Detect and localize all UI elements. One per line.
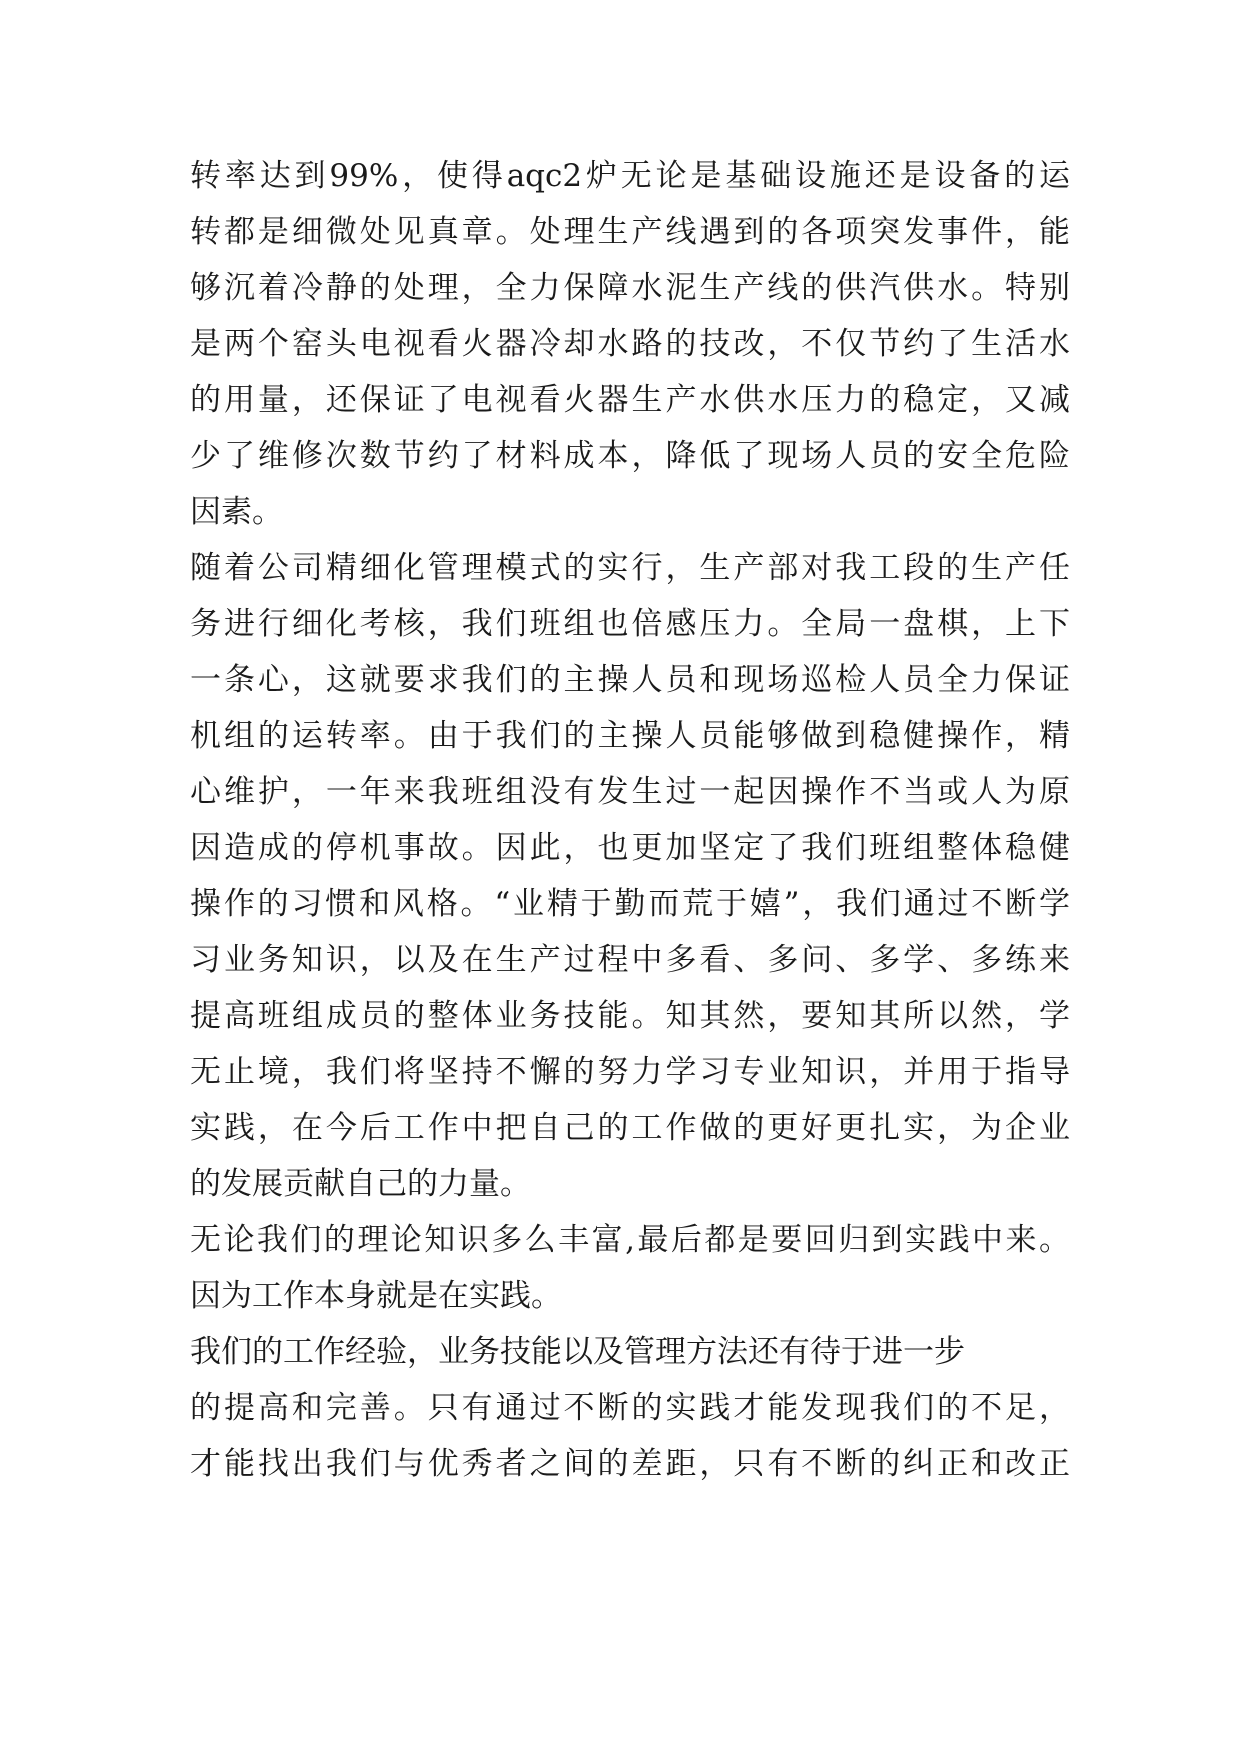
text-line: 无止境，我们将坚持不懈的努力学习专业知识，并用于指导 bbox=[190, 1054, 1070, 1090]
text-line: 操作的习惯和风格。“业精于勤而荒于嬉”，我们通过不断学 bbox=[190, 886, 1070, 922]
text-line: 无论我们的理论知识多么丰富,最后都是要回归到实践中来。 bbox=[190, 1222, 1070, 1258]
text-line: 务进行细化考核，我们班组也倍感压力。全局一盘棋，上下 bbox=[190, 606, 1070, 642]
text-line: 才能找出我们与优秀者之间的差距，只有不断的纠正和改正 bbox=[190, 1446, 1070, 1482]
text-line: 是两个窑头电视看火器冷却水路的技改，不仅节约了生活水 bbox=[190, 326, 1070, 362]
text-line: 转率达到99%，使得aqc2炉无论是基础设施还是设备的运 bbox=[190, 158, 1070, 194]
text-line: 因素。 bbox=[190, 494, 283, 530]
text-line: 习业务知识，以及在生产过程中多看、多问、多学、多练来 bbox=[190, 942, 1070, 978]
text-line: 的提高和完善。只有通过不断的实践才能发现我们的不足， bbox=[190, 1390, 1070, 1426]
text-line: 够沉着冷静的处理，全力保障水泥生产线的供汽供水。特别 bbox=[190, 270, 1070, 306]
text-line: 一条心，这就要求我们的主操人员和现场巡检人员全力保证 bbox=[190, 662, 1070, 698]
text-line: 心维护，一年来我班组没有发生过一起因操作不当或人为原 bbox=[190, 774, 1070, 810]
text-line: 少了维修次数节约了材料成本，降低了现场人员的安全危险 bbox=[190, 438, 1070, 474]
document-body bbox=[190, 148, 1070, 1492]
text-line: 因为工作本身就是在实践。 bbox=[190, 1278, 562, 1314]
text-line: 转都是细微处见真章。处理生产线遇到的各项突发事件，能 bbox=[190, 214, 1070, 250]
text-line: 我们的工作经验，业务技能以及管理方法还有待于进一步 bbox=[190, 1334, 965, 1370]
text-line: 的用量，还保证了电视看火器生产水供水压力的稳定，又减 bbox=[190, 382, 1070, 418]
text-line: 机组的运转率。由于我们的主操人员能够做到稳健操作，精 bbox=[190, 718, 1070, 754]
text-line: 因造成的停机事故。因此，也更加坚定了我们班组整体稳健 bbox=[190, 830, 1070, 866]
text-line: 实践，在今后工作中把自己的工作做的更好更扎实，为企业 bbox=[190, 1110, 1070, 1146]
text-line: 随着公司精细化管理模式的实行，生产部对我工段的生产任 bbox=[190, 550, 1070, 586]
text-line: 的发展贡献自己的力量。 bbox=[190, 1166, 531, 1202]
text-line: 提高班组成员的整体业务技能。知其然，要知其所以然，学 bbox=[190, 998, 1070, 1034]
